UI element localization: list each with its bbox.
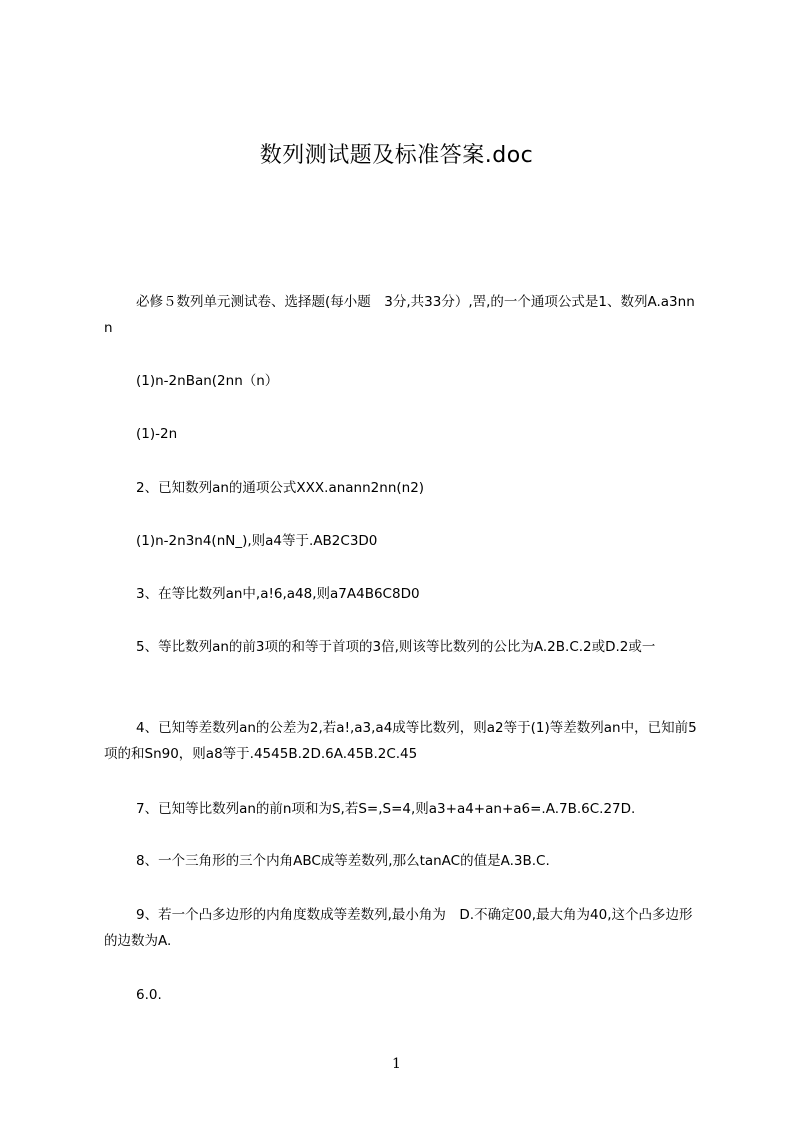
paragraph-6: 3、在等比数列an中,a!6,a48,则a7A4B6C8D0 xyxy=(136,586,420,602)
paragraph-12: 6.0. xyxy=(136,987,162,1003)
paragraph-10: 8、一个三角形的三个内角ABC成等差数列,那么tanAC的值是A.3B.C. xyxy=(136,853,550,869)
paragraph-9: 7、已知等比数列an的前n项和为S,若S=,S=4,则a3+a4+an+a6=.A.7B.6C.27D. xyxy=(136,801,636,817)
paragraph-2: (1)n-2nBan(2nn（n） xyxy=(136,373,279,389)
page-number: 1 xyxy=(392,1056,401,1072)
paragraph-11: 9、若一个凸多边形的内角度数成等差数列,最小角为 D.不确定00,最大角为40,这个凸多边形的边数为A. xyxy=(104,907,693,949)
paragraph-5: (1)n-2n3n4(nN_),则a4等于.AB2C3D0 xyxy=(136,533,378,549)
paragraph-4: 2、已知数列an的通项公式XXX.anann2nn(n2) xyxy=(136,480,425,496)
paragraph-8: 4、已知等差数列an的公差为2,若a!,a3,a4成等比数列，则a2等于(1)等差数列an中，已知前5项的和Sn90，则a8等于.4545B.2D.6A.45B.2C.45 xyxy=(104,720,697,762)
paragraph-1: 必修５数列单元测试卷、选择题(每小题 3分,共33分）,罟,的一个通项公式是1、数列A.a3nnn xyxy=(104,294,695,336)
paragraph-3: (1)-2n xyxy=(136,426,178,442)
paragraph-7: 5、等比数列an的前3项的和等于首项的3倍,则该等比数列的公比为A.2B.C.2或D.2或一 xyxy=(136,639,656,655)
document-title: 数列测试题及标准答案.doc xyxy=(259,143,534,168)
